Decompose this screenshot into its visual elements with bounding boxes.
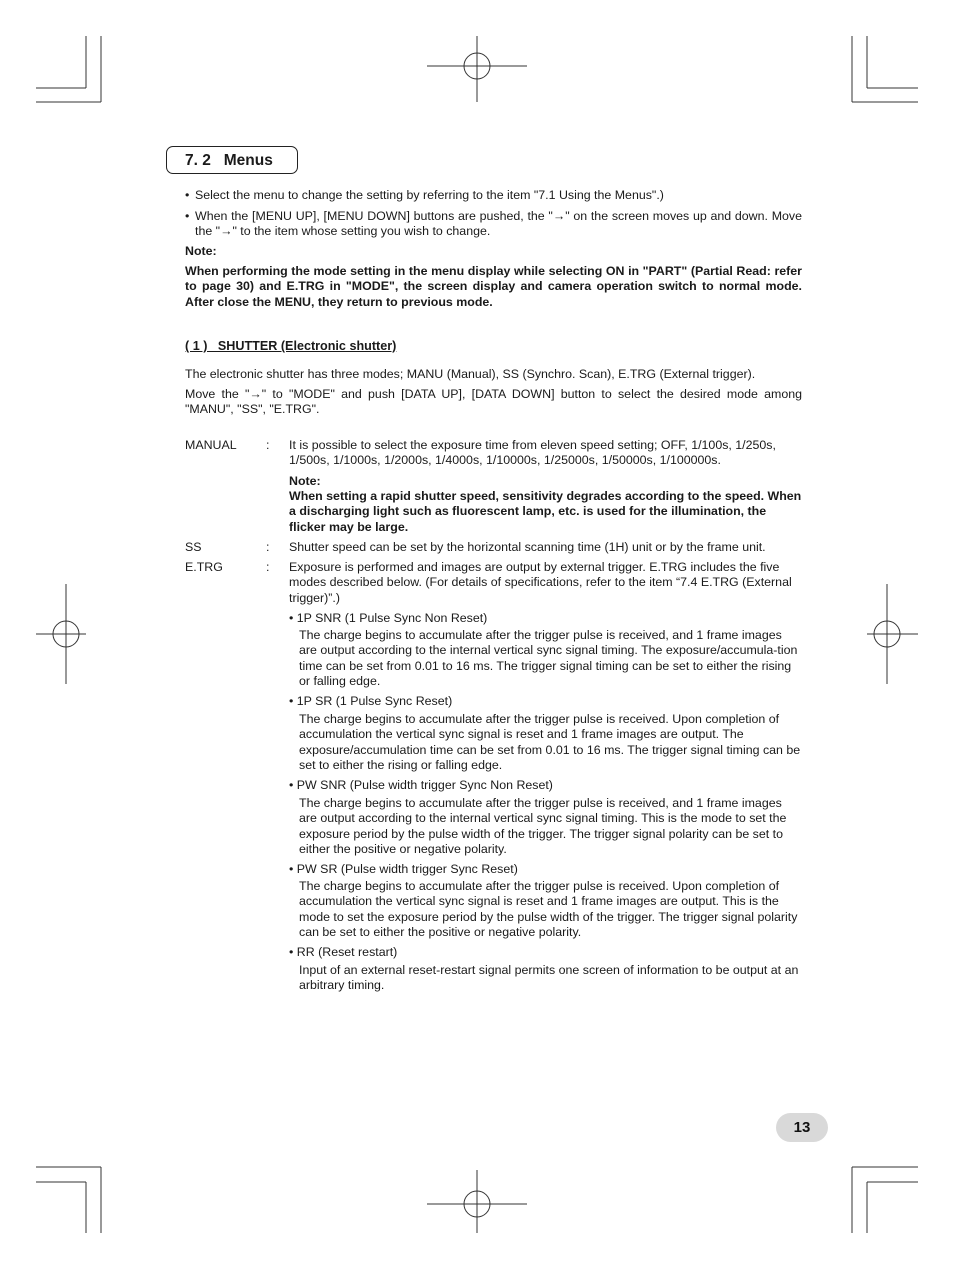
term-ss: SS <box>185 540 202 554</box>
bullet-symbol: • <box>185 188 190 202</box>
manual-note-label: Note: <box>289 474 321 488</box>
manual-desc: It is possible to select the exposure time from eleven speed setting; OFF, 1/100s, 1/250s, 1/500s, 1/1000s, 1/2000s, 1/4000s, 1/10000s, 1/25000s, 1/50000s, 1/100000s. <box>289 438 776 468</box>
etrg-desc: Exposure is performed and images are output by external trigger. E.TRG includes the five modes described below. (For details of specifications, refer to the item “7.4 E.TRG (External trigger)”.) <box>289 560 792 605</box>
term-etrg: E.TRG <box>185 560 223 574</box>
mode-1p-snr: • 1P SNR (1 Pulse Sync Non Reset) <box>289 611 488 625</box>
mode-pw-sr-desc: The charge begins to accumulate after the trigger pulse is received. Upon completion of accumulation the vertical sync signal is reset and 1 frame images are output. This is the mode to set the exposure period by the pulse width of the trigger. The trigger signal polarity can be set to either the positive or negative polarity. <box>299 879 798 939</box>
shutter-para-1: The electronic shutter has three modes; MANU (Manual), SS (Synchro. Scan), E.TRG (External trigger). <box>185 367 756 381</box>
term-colon: : <box>266 438 270 452</box>
intro-note-label: Note: <box>185 244 217 258</box>
intro-note-text: When performing the mode setting in the menu display while selecting ON in "PART" (Partial Read: refer to page 30) and E.TRG in "MODE", the screen display and camera operation switch to normal mode. After close the MENU, they return to previous mode. <box>185 264 802 309</box>
term-manual: MANUAL <box>185 438 237 452</box>
page-number: 13 <box>776 1113 828 1142</box>
mode-1p-sr: • 1P SR (1 Pulse Sync Reset) <box>289 694 453 708</box>
mode-pw-snr: • PW SNR (Pulse width trigger Sync Non Reset) <box>289 778 553 792</box>
mode-pw-sr: • PW SR (Pulse width trigger Sync Reset) <box>289 862 518 876</box>
term-colon: : <box>266 540 270 554</box>
mode-rr-desc: Input of an external reset-restart signal permits one screen of information to be output at an arbitrary timing. <box>299 963 799 993</box>
ss-desc: Shutter speed can be set by the horizontal scanning time (1H) unit or by the frame unit. <box>289 540 766 554</box>
bullet-symbol: • <box>185 209 190 223</box>
mode-rr: • RR (Reset restart) <box>289 945 398 959</box>
manual-note-text: When setting a rapid shutter speed, sensitivity degrades according to the speed. When a discharging light such as fluorescent lamp, etc. is used for the illumination, the flicker may be large. <box>289 489 802 534</box>
mode-pw-snr-desc: The charge begins to accumulate after the trigger pulse is received, and 1 frame images are output according to the internal vertical sync signal timing. This is the mode to set the exposure period by the pulse width of the trigger. The trigger signal polarity can be set to either the positive or negative polarity. <box>299 796 787 856</box>
mode-1p-snr-desc: The charge begins to accumulate after the trigger pulse is received, and 1 frame images are output according to the internal vertical sync signal timing. The exposure/accumula-tion time can be set from 0.01 to 16 ms. The trigger signal timing can be set to either the rising or falling edge. <box>299 628 798 688</box>
intro-bullet-2: When the [MENU UP], [MENU DOWN] buttons are pushed, the "→" on the screen moves up and down. Move the "→" to the item whose setting you wish to change. <box>195 209 802 239</box>
shutter-para-2: Move the "→" to "MODE" and push [DATA UP], [DATA DOWN] button to select the desired mode among "MANU", "SS", "E.TRG". <box>185 387 802 417</box>
mode-1p-sr-desc: The charge begins to accumulate after the trigger pulse is received. Upon completion of accumulation the vertical sync signal is reset and 1 frame images are output. The exposure/accumulation time can be set from 0.01 to 16 ms. The trigger signal timing can be set to either the rising or falling edge. <box>299 712 801 772</box>
term-colon: : <box>266 560 270 574</box>
intro-bullet-1: Select the menu to change the setting by referring to the item "7.1 Using the Menus".) <box>195 188 664 202</box>
section-title: 7. 2 Menus <box>185 152 273 169</box>
shutter-heading: ( 1 ) SHUTTER (Electronic shutter) <box>185 339 397 353</box>
